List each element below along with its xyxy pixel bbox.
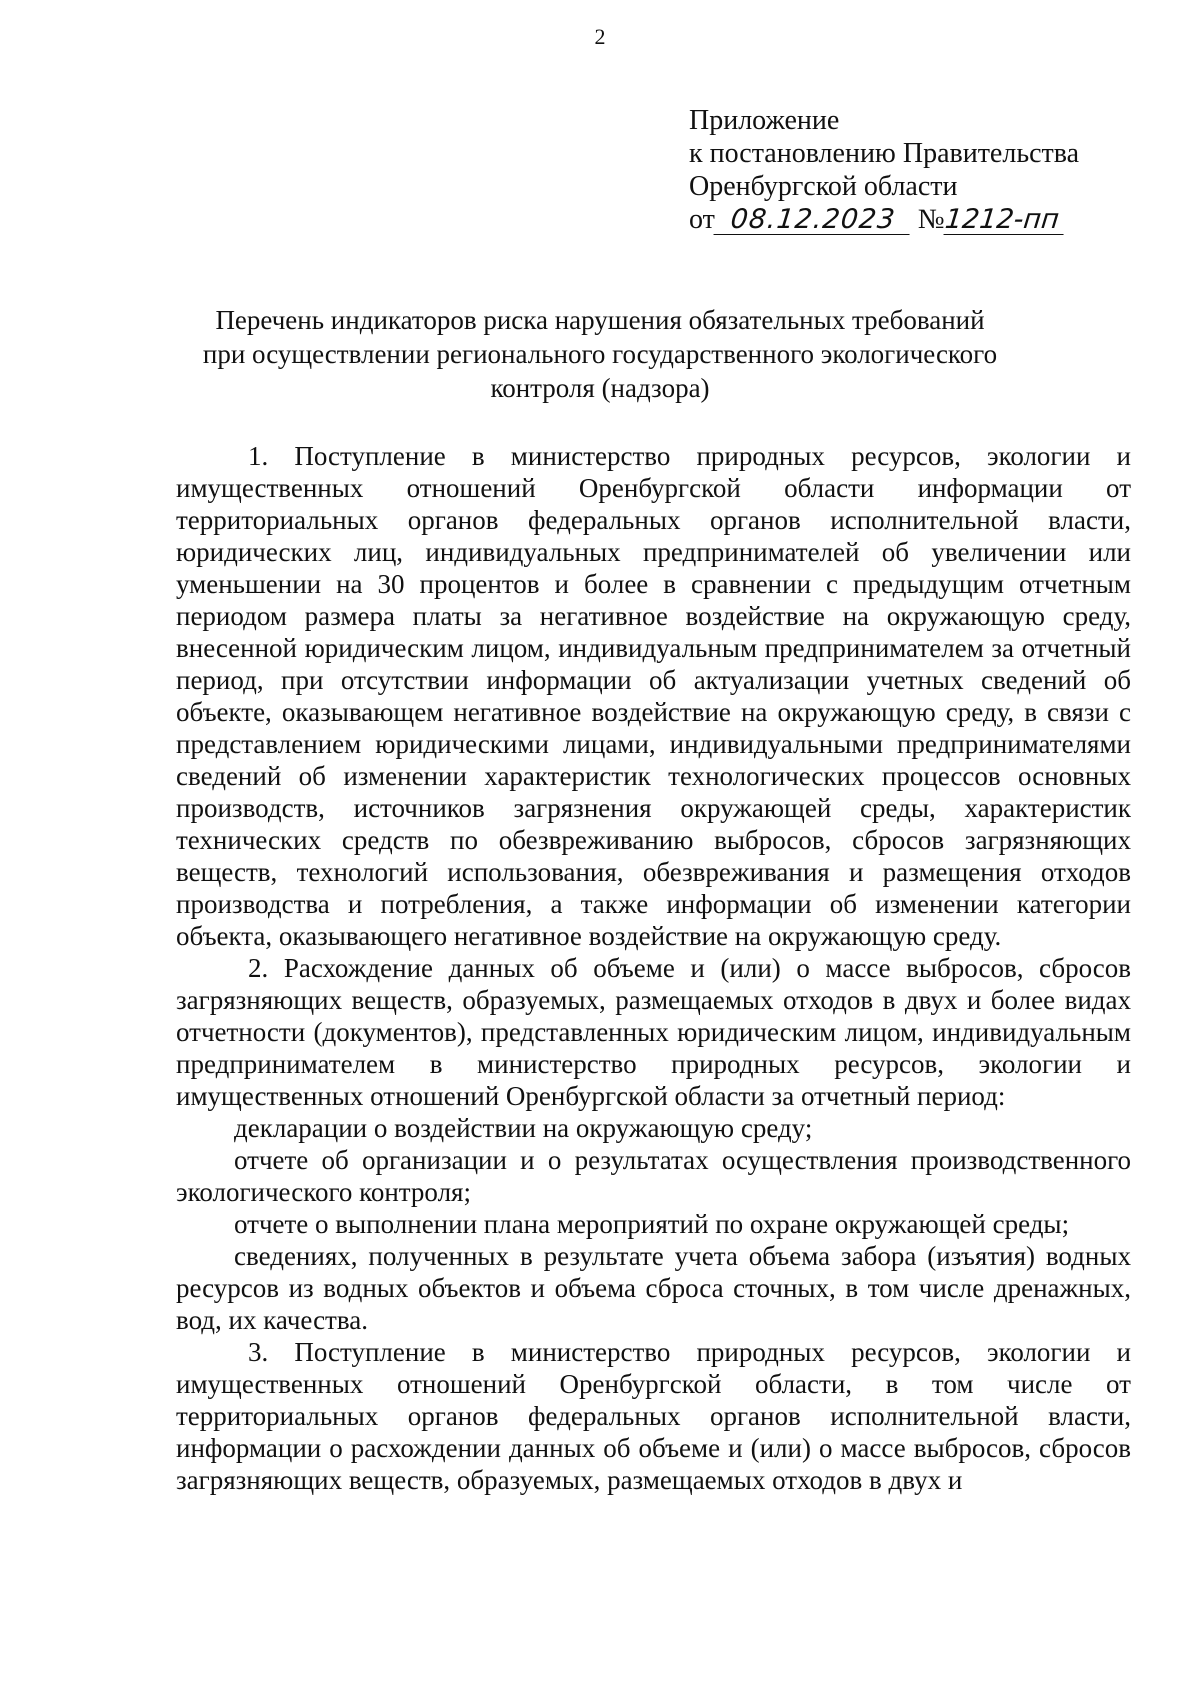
- appendix-line-1: Приложение: [689, 105, 840, 136]
- paragraph-2-item-plan-report: отчете о выполнении плана мероприятий по охране окружающей среды;: [234, 1209, 1070, 1239]
- document-title: [150, 303, 1050, 405]
- paragraph-3: 3. Поступление в министерство природных ресурсов, экологии и имущественных отношений Оренбургской области, в том числе от территориальных органов федеральных органов исполнительной власти, информации о расхождении данных об объеме и (или) о массе выбросов, сбросов загрязняющих веществ, образуемых, размещаемых отходов в двух и: [176, 1337, 1131, 1495]
- handwritten-date: 08.12.2023: [713, 206, 912, 235]
- appendix-line-2: к постановлению Правительства: [689, 138, 1080, 169]
- title-line-2: при осуществлении регионального государственного экологического: [202, 339, 998, 369]
- date-prefix: от: [689, 204, 715, 235]
- page-number: 2: [594, 24, 606, 49]
- appendix-header: [689, 104, 1159, 236]
- title-line-1: Перечень индикаторов риска нарушения обязательных требований: [215, 305, 985, 335]
- appendix-date-line: [689, 203, 1159, 236]
- paragraph-2-item-control-report: отчете об организации и о результатах осуществления производственного экологического контроля;: [176, 1145, 1131, 1207]
- paragraph-2: 2. Расхождение данных об объеме и (или) о массе выбросов, сбросов загрязняющих веществ, образуемых, размещаемых отходов в двух и более видах отчетности (документов), представленных юридическим лицом, индивидуальным предпринимателем в министерство природных ресурсов, экологии и имущественных отношений Оренбургской области за отчетный период:: [176, 953, 1131, 1111]
- appendix-line-3: Оренбургской области: [689, 171, 958, 202]
- document-body: [176, 440, 1131, 1496]
- title-line-3: контроля (надзора): [490, 373, 710, 403]
- handwritten-number: 1212-пп: [943, 206, 1066, 235]
- paragraph-2-item-declaration: декларации о воздействии на окружающую среду;: [234, 1113, 813, 1143]
- paragraph-1: 1. Поступление в министерство природных ресурсов, экологии и имущественных отношений Оренбургской области информации от территориальных органов федеральных органов исполнительной власти, юридических лиц, индивидуальных предпринимателей об увеличении или уменьшении на 30 процентов и более в сравнении с предыдущим отчетным периодом размера платы за негативное воздействие на окружающую среду, внесенной юридическим лицом, индивидуальным предпринимателем за отчетный период, при отсутствии информации об актуализации учетных сведений об объекте, оказывающем негативное воздействие на окружающую среду, в связи с представлением юридическими лицами, индивидуальными предпринимателями сведений об изменении характеристик технологических процессов основных производств, источников загрязнения окружающей среды, характеристик технических средств по обезвреживанию выбросов, сбросов загрязняющих веществ, технологий использования, обезвреживания и размещения отходов производства и потребления, а также информации об изменении категории объекта, оказывающего негативное воздействие на окружающую среду.: [176, 441, 1131, 951]
- paragraph-2-item-water-data: сведениях, полученных в результате учета объема забора (изъятия) водных ресурсов из водных объектов и объема сброса сточных, в том числе дренажных, вод, их качества.: [176, 1241, 1131, 1335]
- number-prefix: №: [917, 204, 945, 235]
